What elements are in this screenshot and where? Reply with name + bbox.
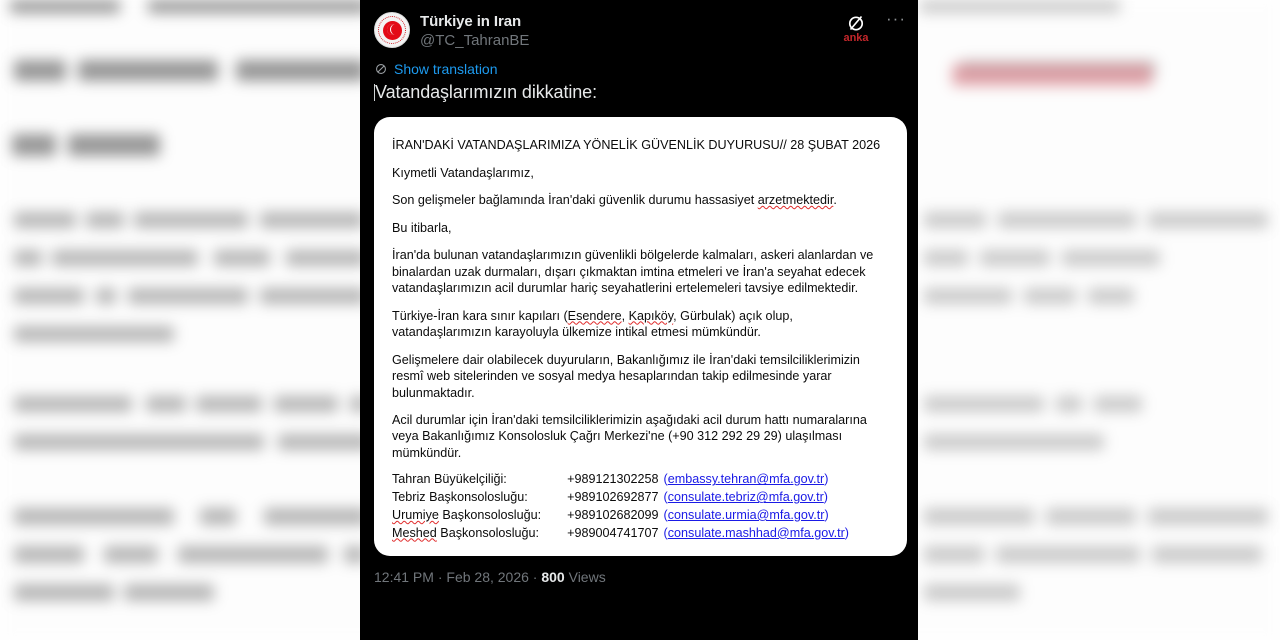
anka-wordmark: anka [843, 32, 869, 44]
contact-email-link-1[interactable]: consulate.tebriz@mfa.gov.tr [667, 490, 824, 505]
meta-separator-2: · [532, 569, 538, 586]
document-paragraph-1 [392, 192, 889, 208]
spellcheck-word-esendere: Esendere [567, 308, 622, 323]
document-paragraph-4 [392, 308, 889, 341]
contact-office-3 [392, 525, 567, 543]
document-paragraph-3: İran'da bulunan vatandaşlarımızın güvenlikli bölgelerde kalmaları, askeri alanlardan ve binalardan uzak durmaları, dışarı çıkmaktan imtina etmeleri ve İran'a seyahat edecek vatandaşlarımızın acil durumlar hariç seyahatlerini ertelemeleri tavsiye edilmektedir. [392, 248, 874, 296]
table-row [392, 489, 849, 507]
para4-lead: Türkiye-İran kara sınır kapıları ( [392, 308, 568, 323]
views-label: Views [568, 569, 606, 586]
contact-email-cell-3: (consulate.mashhad@mfa.gov.tr) [663, 525, 849, 540]
contact-phone-3: +989004741707 [567, 525, 659, 540]
tweet-date: Feb 28, 2026 [446, 569, 529, 586]
para4-tail: , Gürbulak) açık olup, vatandaşlarımızın karayoluyla ülkemize intikal etmesi mümkündür. [392, 308, 793, 340]
tweet-body-string: Vatandaşlarımızın dikkatine: [375, 81, 597, 102]
turkish-mfa-emblem-icon[interactable] [374, 12, 410, 48]
contact-office-0: Tahran Büyükelçiliği: [392, 472, 507, 487]
contact-email-link-0[interactable]: embassy.tehran@mfa.gov.tr [667, 472, 825, 487]
contact-email-cell-1: (consulate.tebriz@mfa.gov.tr) [663, 490, 828, 505]
spellcheck-word-arzetmektedir: arzetmektedir [757, 193, 834, 208]
contact-phone-0: +989121302258 [567, 472, 659, 487]
para4-sep: , [621, 308, 629, 323]
contact-office-rest-3: Başkonsolosluğu: [436, 525, 540, 540]
document-paragraph-6: Acil durumlar için İran'daki temsilciliklerimizin aşağıdaki acil durum hattı numaralarına veya Bakanlığımız Konsolosluk Çağrı Merkezi'ne (+90 312 292 29 29) ulaşılması mümkündür. [392, 412, 867, 460]
para1-lead: Son gelişmeler bağlamında İran'daki güvenlik durumu hassasiyet [392, 193, 758, 208]
contact-email-cell-0: (embassy.tehran@mfa.gov.tr) [663, 472, 829, 487]
table-row [392, 471, 849, 489]
document-salutation: Kıymetli Vatandaşlarımız, [392, 165, 534, 180]
para1-tail: . [833, 193, 837, 208]
spellcheck-word-kapikoy: Kapıköy [628, 308, 674, 323]
tweet-body-text [360, 77, 918, 104]
translate-icon [374, 62, 388, 76]
emergency-contact-table [392, 471, 849, 542]
tweet-header [360, 0, 918, 50]
contact-phone-2: +989102682099 [567, 507, 659, 522]
table-row [392, 525, 849, 543]
tweet-time: 12:41 PM [374, 569, 434, 586]
contact-office-2 [392, 507, 567, 525]
header-right-group [836, 10, 906, 43]
show-translation-label[interactable]: Show translation [394, 60, 498, 77]
more-options-button[interactable]: ··· [886, 9, 906, 28]
document-paragraph-5: Gelişmelere dair olabilecek duyuruların, Bakanlığımız ile İran'daki temsilciliklerimizin resmî web sitelerinden ve sosyal medya hesaplarından takip edilmesinde yarar bulunmaktadır. [392, 352, 860, 400]
contact-phone-1: +989102692877 [567, 490, 659, 505]
document-title: İRAN'DAKİ VATANDAŞLARIMIZA YÖNELİK GÜVENLİK DUYURUSU// 28 ŞUBAT 2026 [392, 138, 881, 153]
spellcheck-word-meshed: Meshed [392, 525, 437, 540]
spellcheck-word-urumiye: Urumiye [392, 507, 439, 522]
views-count: 800 [541, 569, 565, 586]
contact-office-1: Tebriz Başkonsolosluğu: [392, 490, 528, 505]
table-row [392, 507, 849, 525]
contact-email-cell-2: (consulate.urmia@mfa.gov.tr) [663, 507, 829, 522]
anka-watermark [836, 11, 876, 44]
meta-separator-1: · [437, 569, 443, 586]
attached-announcement-document[interactable] [374, 117, 907, 556]
show-translation-row[interactable] [360, 50, 918, 77]
tweet-meta-row [360, 556, 918, 585]
account-name-block[interactable] [420, 12, 529, 50]
tweet-panel [360, 0, 918, 640]
account-display-name: Türkiye in Iran [420, 13, 522, 30]
contact-email-link-2[interactable]: consulate.urmia@mfa.gov.tr [667, 507, 825, 522]
contact-email-link-3[interactable]: consulate.mashhad@mfa.gov.tr [667, 525, 845, 540]
account-handle: @TC_TahranBE [420, 32, 530, 50]
document-paragraph-2: Bu itibarla, [392, 220, 452, 235]
contact-office-rest-2: Başkonsolosluğu: [438, 507, 542, 522]
